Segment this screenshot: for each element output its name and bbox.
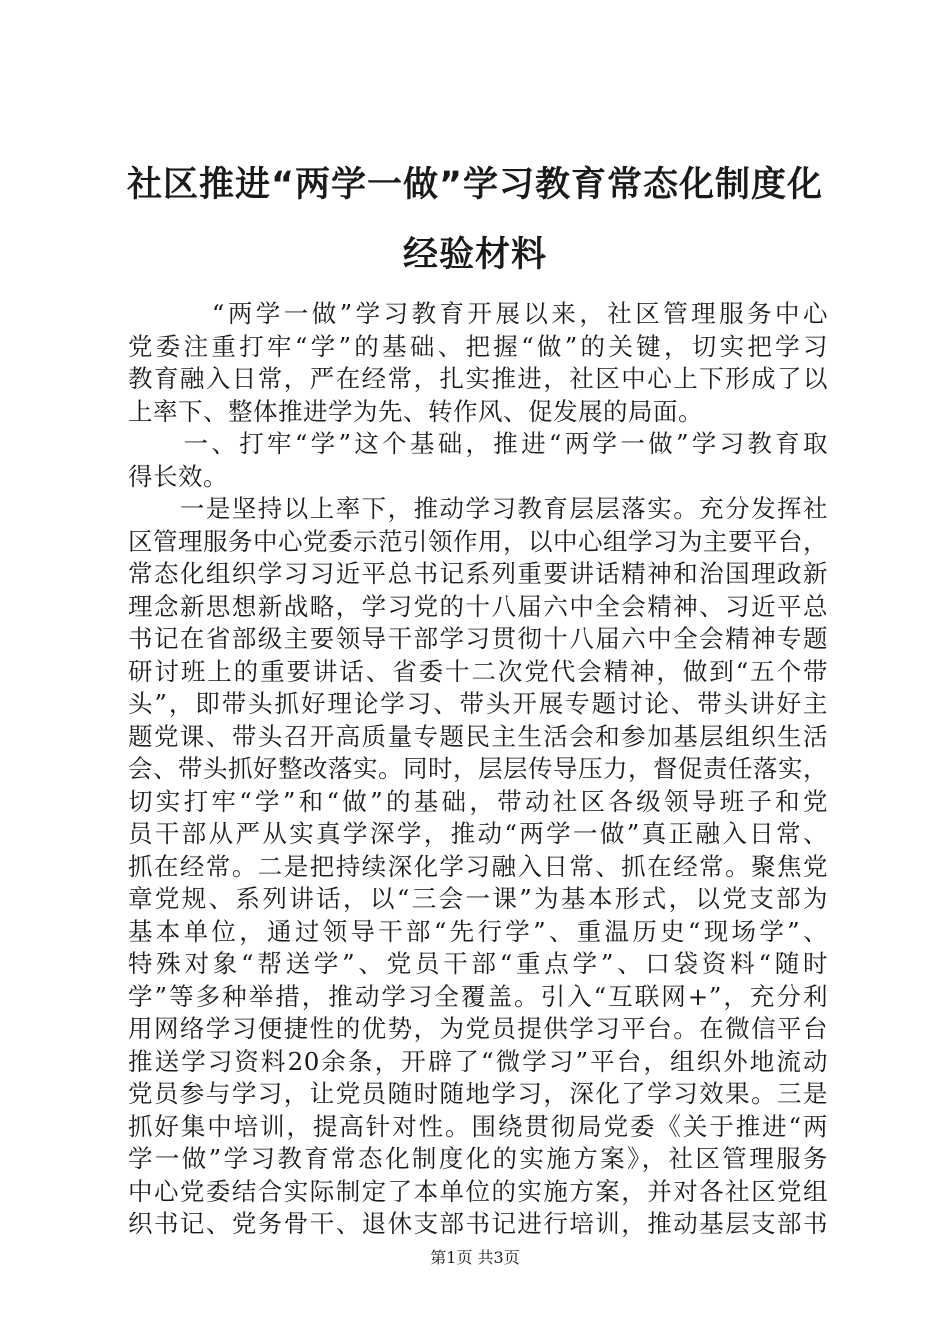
body-line: 特殊对象“帮送学”、党员干部“重点学”、口袋资料“随时 bbox=[128, 949, 828, 978]
body-line: 常态化组织学习习近平总书记系列重要讲话精神和治国理政新 bbox=[128, 559, 828, 588]
body-line: 得长效。 bbox=[128, 461, 228, 491]
body-line: 用网络学习便捷性的优势，为党员提供学习平台。在微信平台 bbox=[128, 1014, 828, 1043]
title-line-2: 经验材料 bbox=[402, 235, 547, 275]
document-body bbox=[128, 298, 828, 1241]
body-line: 党员参与学习，让党员随时随地学习，深化了学习效果。三是 bbox=[128, 1079, 828, 1108]
title-line-1: 社区推进“两学一做”学习教育常态化制度化 bbox=[126, 165, 823, 205]
page-footer: 第1页 共3页 bbox=[430, 1248, 520, 1267]
body-line: 章党规、系列讲话，以“三会一课”为基本形式，以党支部为 bbox=[128, 884, 828, 913]
body-line: 基本单位，通过领导干部“先行学”、重温历史“现场学”、 bbox=[128, 916, 828, 946]
body-line: 头”，即带头抓好理论学习、带头开展专题讨论、带头讲好主 bbox=[128, 689, 828, 718]
body-line: 研讨班上的重要讲话、省委十二次党代会精神，做到“五个带 bbox=[128, 656, 828, 686]
body-line: 推送学习资料20余条，开辟了“微学习”平台，组织外地流动 bbox=[128, 1046, 828, 1076]
body-line: “两学一做”学习教育开展以来，社区管理服务中心 bbox=[128, 299, 828, 328]
body-line: 织书记、党务骨干、退休支部书记进行培训，推动基层支部书 bbox=[128, 1209, 828, 1238]
body-line: 党委注重打牢“学”的基础、把握“做”的关键，切实把学习 bbox=[128, 331, 828, 361]
body-line: 题党课、带头召开高质量专题民主生活会和参加基层组织生活 bbox=[128, 721, 828, 751]
body-line: 上率下、整体推进学为先、转作风、促发展的局面。 bbox=[128, 396, 703, 426]
body-line: 教育融入日常，严在经常，扎实推进，社区中心上下形成了以 bbox=[128, 364, 828, 393]
body-line: 员干部从严从实真学深学，推动“两学一做”真正融入日常、 bbox=[128, 819, 828, 848]
body-line: 抓在经常。二是把持续深化学习融入日常、抓在经常。聚焦党 bbox=[128, 851, 828, 881]
body-line: 书记在省部级主要领导干部学习贯彻十八届六中全会精神专题 bbox=[128, 624, 828, 653]
body-line: 抓好集中培训，提高针对性。围绕贯彻局党委《关于推进“两 bbox=[128, 1111, 828, 1141]
body-line: 中心党委结合实际制定了本单位的实施方案，并对各社区党组 bbox=[128, 1176, 828, 1206]
body-line: 学”等多种举措，推动学习全覆盖。引入“互联网+”，充分利 bbox=[128, 981, 828, 1011]
body-line: 理念新思想新战略，学习党的十八届六中全会精神、习近平总 bbox=[128, 591, 828, 621]
body-line: 切实打牢“学”和“做”的基础，带动社区各级领导班子和党 bbox=[128, 786, 828, 816]
body-line: 区管理服务中心党委示范引领作用，以中心组学习为主要平台， bbox=[128, 526, 828, 556]
body-line: 会、带头抓好整改落实。同时，层层传导压力，督促责任落实， bbox=[128, 754, 828, 783]
document-title bbox=[120, 150, 830, 290]
body-line: 学一做”学习教育常态化制度化的实施方案》，社区管理服务 bbox=[128, 1144, 828, 1173]
body-line: 一是坚持以上率下，推动学习教育层层落实。充分发挥社 bbox=[128, 494, 828, 523]
body-line: 一、打牢“学”这个基础，推进“两学一做”学习教育取 bbox=[128, 429, 828, 458]
